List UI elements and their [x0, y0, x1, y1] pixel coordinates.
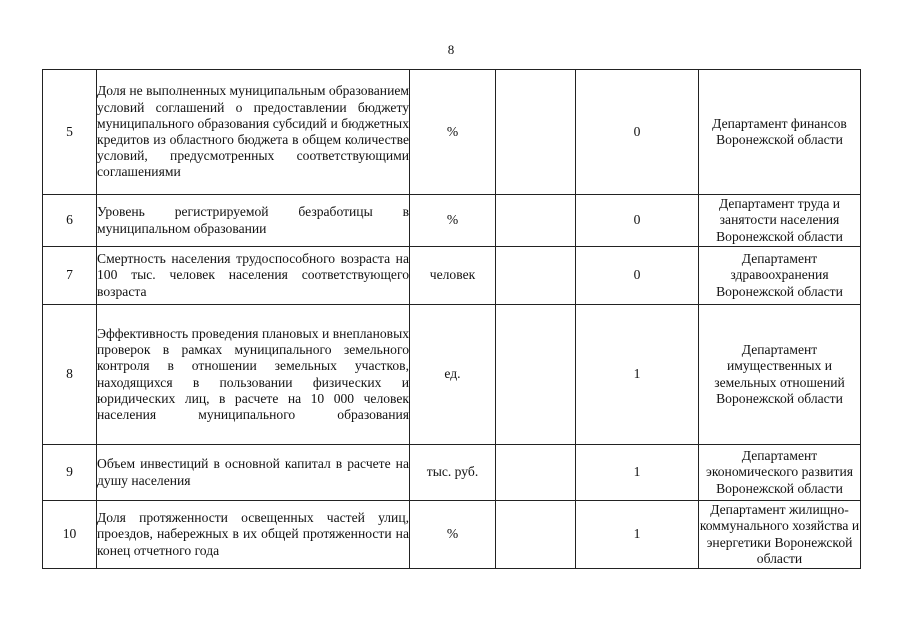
unit-cell: ед.: [410, 305, 496, 445]
responsible-department-cell: Департамент имущественных и земельных отношений Воронежской области: [699, 305, 861, 445]
responsible-department-cell: Департамент здравоохранения Воронежской области: [699, 247, 861, 305]
row-number-cell: 8: [43, 305, 97, 445]
row-number-cell: 9: [43, 445, 97, 501]
responsible-department-cell: Департамент экономического развития Воронежской области: [699, 445, 861, 501]
indicator-name-cell: [97, 305, 410, 445]
page-number: 8: [447, 42, 455, 57]
indicator-name-cell: [97, 195, 410, 247]
row-number-cell: 10: [43, 501, 97, 569]
row-number-cell: 5: [43, 70, 97, 195]
unit-cell: человек: [410, 247, 496, 305]
table-row: [43, 501, 861, 569]
indicator-name: Доля протяженности освещенных частей улиц, проездов, набережных в их общей протяженности на конец отчетного года: [97, 510, 409, 558]
base-value-cell: [496, 195, 576, 247]
target-value-cell: 0: [576, 195, 699, 247]
indicator-name-cell: [97, 247, 410, 305]
indicator-name-cell: [97, 445, 410, 501]
indicator-name: Эффективность проведения плановых и внеплановых проверок в рамках муниципального земельного контроля в отношении земельных участков, находящихся в пользовании физических и юридических лиц, в расчете на 10 000 человек населения муниципального образования: [97, 325, 409, 422]
base-value-cell: [496, 247, 576, 305]
indicator-name: Доля не выполненных муниципальным образованием условий соглашений о предоставлении бюджету муниципального образования субсидий и бюджетных кредитов из областного бюджета в общем количестве условий, предусмотренных соответствующими соглашениями: [97, 83, 409, 180]
table-row: [43, 195, 861, 247]
indicator-name-cell: [97, 501, 410, 569]
base-value-cell: [496, 70, 576, 195]
indicator-name: Объем инвестиций в основной капитал в расчете на душу населения: [97, 456, 409, 488]
indicator-name: Смертность населения трудоспособного возраста на 100 тыс. человек населения соответствующего возраста: [97, 251, 409, 299]
responsible-department-cell: Департамент труда и занятости населения Воронежской области: [699, 195, 861, 247]
row-number-cell: 6: [43, 195, 97, 247]
indicators-table: [42, 69, 861, 569]
table-row: [43, 305, 861, 445]
table-row: [43, 445, 861, 501]
target-value-cell: 0: [576, 247, 699, 305]
responsible-department-cell: Департамент жилищно-коммунального хозяйства и энергетики Воронежской области: [699, 501, 861, 569]
base-value-cell: [496, 501, 576, 569]
responsible-department-cell: Департамент финансов Воронежской области: [699, 70, 861, 195]
table-row: [43, 70, 861, 195]
target-value-cell: 1: [576, 305, 699, 445]
row-number-cell: 7: [43, 247, 97, 305]
unit-cell: %: [410, 195, 496, 247]
target-value-cell: 1: [576, 445, 699, 501]
target-value-cell: 1: [576, 501, 699, 569]
unit-cell: тыс. руб.: [410, 445, 496, 501]
unit-cell: %: [410, 70, 496, 195]
target-value-cell: 0: [576, 70, 699, 195]
table-row: [43, 247, 861, 305]
base-value-cell: [496, 305, 576, 445]
indicator-name-cell: [97, 70, 410, 195]
unit-cell: %: [410, 501, 496, 569]
indicator-name: Уровень регистрируемой безработицы в муниципальном образовании: [97, 204, 409, 236]
base-value-cell: [496, 445, 576, 501]
